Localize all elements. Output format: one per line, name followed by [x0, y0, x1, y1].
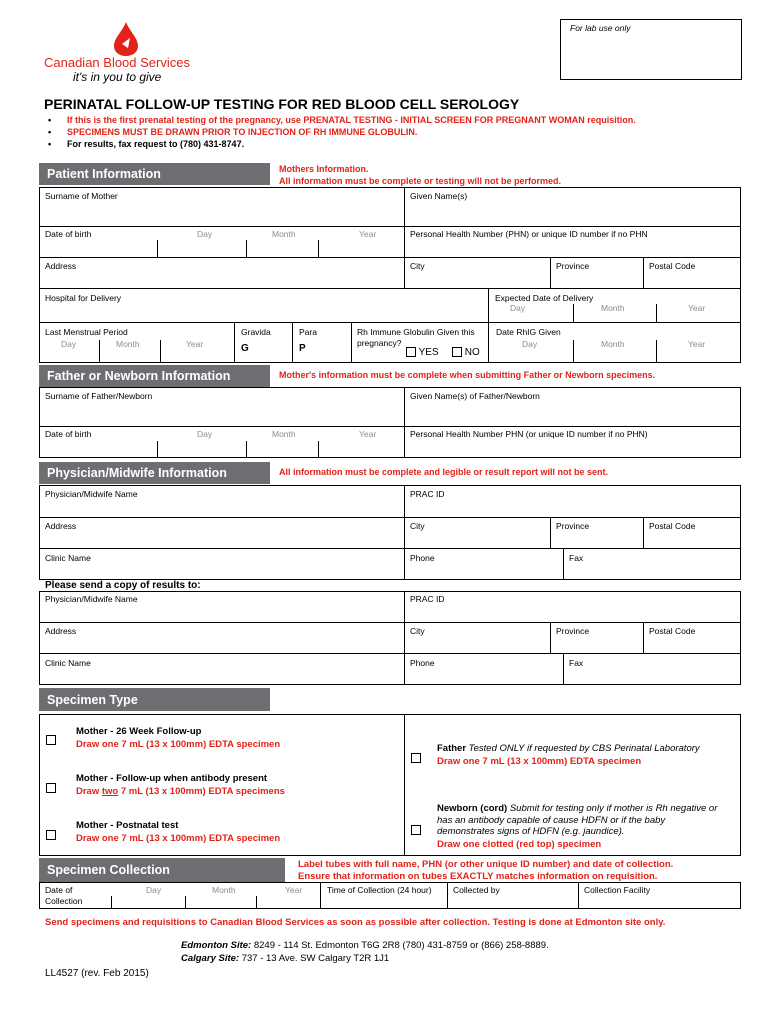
- copy-postal-field[interactable]: Postal Code: [649, 626, 696, 636]
- patient-section-header: Patient Information: [39, 163, 270, 185]
- father-phn-field[interactable]: Personal Health Number PHN (or unique ID number if no PHN): [410, 429, 648, 439]
- mother-antibody-option[interactable]: [46, 779, 56, 797]
- copy-fax-field[interactable]: Fax: [569, 658, 584, 668]
- para-label: Para: [299, 327, 317, 337]
- edd-day-label: Day: [510, 303, 526, 313]
- yes-checkbox[interactable]: [406, 347, 416, 357]
- father-option-desc: Draw one 7 mL (13 x 100mm) EDTA specimen: [437, 756, 642, 767]
- hospital-field[interactable]: Hospital for Delivery: [45, 293, 122, 303]
- dob-month-label: Month: [272, 229, 296, 239]
- father-given-field[interactable]: Given Name(s) of Father/Newborn: [410, 391, 540, 401]
- org-name: Canadian Blood Services: [44, 55, 190, 70]
- edd-field[interactable]: Expected Date of Delivery: [495, 293, 594, 303]
- collection-note-1: Label tubes with full name, PHN (or other unique ID number) and date of collection.: [298, 859, 674, 870]
- collection-note-2: Ensure that information on tubes EXACTLY matches information on requisition.: [298, 871, 658, 882]
- mother-26wk-option[interactable]: [46, 731, 56, 749]
- father-surname-field[interactable]: Surname of Father/Newborn: [45, 391, 153, 401]
- collection-header: Specimen Collection: [39, 858, 285, 882]
- father-dob-field[interactable]: Date of birth: [45, 429, 92, 439]
- mother-dob-field[interactable]: Date of birth: [45, 229, 92, 239]
- no-label: NO: [464, 347, 480, 358]
- physician-fax-field[interactable]: Fax: [569, 553, 584, 563]
- newborn-checkbox[interactable]: [411, 825, 421, 835]
- edd-year-label: Year: [688, 303, 706, 313]
- father-note: Mother's information must be complete when submitting Father or Newborn specimens.: [279, 370, 656, 380]
- bullet-dot: •: [48, 139, 52, 149]
- lmp-month-label: Month: [116, 339, 140, 349]
- bullet-1: If this is the first prenatal testing of the pregnancy, use PRENATAL TESTING - INITIAL SCREEN FOR PREGNANT WOMAN requisition.: [67, 115, 636, 125]
- physician-phone-field[interactable]: Phone: [410, 553, 435, 563]
- mother-province-field[interactable]: Province: [556, 261, 590, 271]
- rhig-question-2: pregnancy?: [357, 338, 402, 348]
- physician-prac-field[interactable]: PRAC ID: [410, 489, 445, 499]
- dob-year-label: Year: [359, 229, 377, 239]
- copy-address-field[interactable]: Address: [45, 626, 77, 636]
- copy-city-field[interactable]: City: [410, 626, 425, 636]
- bullet-3: For results, fax request to (780) 431-8747.: [67, 139, 245, 149]
- physician-grid: [39, 485, 741, 580]
- mother-postnatal-checkbox[interactable]: [46, 830, 56, 840]
- mother-address-field[interactable]: Address: [45, 261, 77, 271]
- rhig-year-label: Year: [688, 339, 706, 349]
- mother-postnatal-option[interactable]: [46, 826, 56, 844]
- gravida-label: Gravida: [241, 327, 271, 337]
- mother-26wk-checkbox[interactable]: [46, 735, 56, 745]
- edmonton-site: Edmonton Site: 8249 - 114 St. Edmonton T6G 2R8 (780) 431-8759 or (866) 258-8889.: [181, 940, 549, 951]
- father-dob-month: Month: [272, 429, 296, 439]
- para-field[interactable]: P: [299, 343, 306, 354]
- mother-postnatal-title: Mother - Postnatal test: [76, 820, 179, 831]
- rhig-no-option[interactable]: [452, 347, 480, 358]
- copy-results-heading: Please send a copy of results to:: [45, 580, 201, 591]
- form-number: LL4527 (rev. Feb 2015): [45, 968, 149, 979]
- father-option-title: Father Tested ONLY if requested by CBS Perinatal Laboratory: [437, 743, 700, 754]
- father-section-header: Father or Newborn Information: [39, 365, 270, 387]
- physician-clinic-field[interactable]: Clinic Name: [45, 553, 91, 563]
- physician-address-field[interactable]: Address: [45, 521, 77, 531]
- father-dob-year: Year: [359, 429, 377, 439]
- patient-note-1: Mothers Information.: [279, 164, 369, 174]
- collection-month-label: Month: [212, 885, 236, 895]
- physician-name-field[interactable]: Physician/Midwife Name: [45, 489, 138, 499]
- dob-day-label: Day: [197, 229, 213, 239]
- father-dob-day: Day: [197, 429, 213, 439]
- collection-facility-field[interactable]: Collection Facility: [584, 885, 651, 895]
- newborn-option[interactable]: [411, 821, 421, 839]
- father-checkbox[interactable]: [411, 753, 421, 763]
- physician-section-header: Physician/Midwife Information: [39, 462, 270, 484]
- physician-province-field[interactable]: Province: [556, 521, 590, 531]
- newborn-option-desc: Draw one clotted (red top) specimen: [437, 839, 602, 850]
- collection-year-label: Year: [285, 885, 303, 895]
- yes-label: YES: [418, 347, 439, 358]
- lmp-year-label: Year: [186, 339, 204, 349]
- mother-antibody-title: Mother - Follow-up when antibody present: [76, 773, 268, 784]
- no-checkbox[interactable]: [452, 347, 462, 357]
- blood-drop-logo-icon: [106, 20, 146, 58]
- copy-province-field[interactable]: Province: [556, 626, 590, 636]
- collected-by-field[interactable]: Collected by: [453, 885, 500, 895]
- cbs-logo: [44, 20, 194, 86]
- bullet-2: SPECIMENS MUST BE DRAWN PRIOR TO INJECTION OF RH IMMUNE GLOBULIN.: [67, 127, 418, 137]
- org-tagline: it's in you to give: [73, 70, 162, 84]
- lmp-field[interactable]: Last Menstrual Period: [45, 327, 128, 337]
- lab-use-label: For lab use only: [570, 23, 631, 33]
- physician-postal-field[interactable]: Postal Code: [649, 521, 696, 531]
- mother-surname-field[interactable]: Surname of Mother: [45, 191, 118, 201]
- mother-city-field[interactable]: City: [410, 261, 425, 271]
- father-option[interactable]: [411, 749, 421, 767]
- specimen-type-header: Specimen Type: [39, 688, 270, 711]
- copy-clinic-field[interactable]: Clinic Name: [45, 658, 91, 668]
- rhig-day-label: Day: [522, 339, 538, 349]
- rhig-date-field[interactable]: Date RhIG Given: [496, 327, 561, 337]
- copy-phone-field[interactable]: Phone: [410, 658, 435, 668]
- bullet-dot: •: [48, 115, 52, 125]
- copy-name-field[interactable]: Physician/Midwife Name: [45, 594, 138, 604]
- newborn-option-title: Newborn (cord) Submit for testing only if mother is Rh negative or has an antibody capable of cause HDFN or if the baby demonstrates signs of HDFN (e.g. jaundice).: [437, 803, 718, 837]
- mother-phn-field[interactable]: Personal Health Number (PHN) or unique ID number if no PHN: [410, 229, 648, 239]
- mother-given-field[interactable]: Given Name(s): [410, 191, 468, 201]
- rhig-month-label: Month: [601, 339, 625, 349]
- patient-note-2: All information must be complete or testing will not be performed.: [279, 176, 562, 186]
- calgary-site: Calgary Site: 737 - 13 Ave. SW Calgary T2R 1J1: [181, 953, 390, 964]
- rhig-question: Rh Immune Globulin Given this: [357, 327, 475, 337]
- physician-city-field[interactable]: City: [410, 521, 425, 531]
- copy-prac-field[interactable]: PRAC ID: [410, 594, 445, 604]
- send-instructions: Send specimens and requisitions to Canadian Blood Services as soon as possible after collection. Testing is done at Edmonton site only.: [45, 917, 666, 928]
- mother-26wk-title: Mother - 26 Week Follow-up: [76, 726, 202, 737]
- edd-month-label: Month: [601, 303, 625, 313]
- mother-26wk-desc: Draw one 7 mL (13 x 100mm) EDTA specimen: [76, 739, 281, 750]
- copy-grid: [39, 591, 741, 685]
- collection-date-label-2: Collection: [45, 896, 83, 906]
- mother-antibody-checkbox[interactable]: [46, 783, 56, 793]
- mother-postal-field[interactable]: Postal Code: [649, 261, 696, 271]
- mother-postnatal-desc: Draw one 7 mL (13 x 100mm) EDTA specimen: [76, 833, 281, 844]
- collection-time-field[interactable]: Time of Collection (24 hour): [327, 885, 432, 895]
- mother-antibody-desc: Draw two 7 mL (13 x 100mm) EDTA specimens: [76, 786, 285, 797]
- gravida-field[interactable]: G: [241, 343, 249, 354]
- lmp-day-label: Day: [61, 339, 77, 349]
- collection-date-field[interactable]: Date of: [45, 885, 73, 895]
- rhig-yes-option[interactable]: [406, 347, 439, 358]
- physician-note: All information must be complete and legible or result report will not be sent.: [279, 467, 609, 477]
- collection-day-label: Day: [146, 885, 162, 895]
- form-title: PERINATAL FOLLOW-UP TESTING FOR RED BLOOD CELL SEROLOGY: [44, 96, 520, 112]
- bullet-dot: •: [48, 127, 52, 137]
